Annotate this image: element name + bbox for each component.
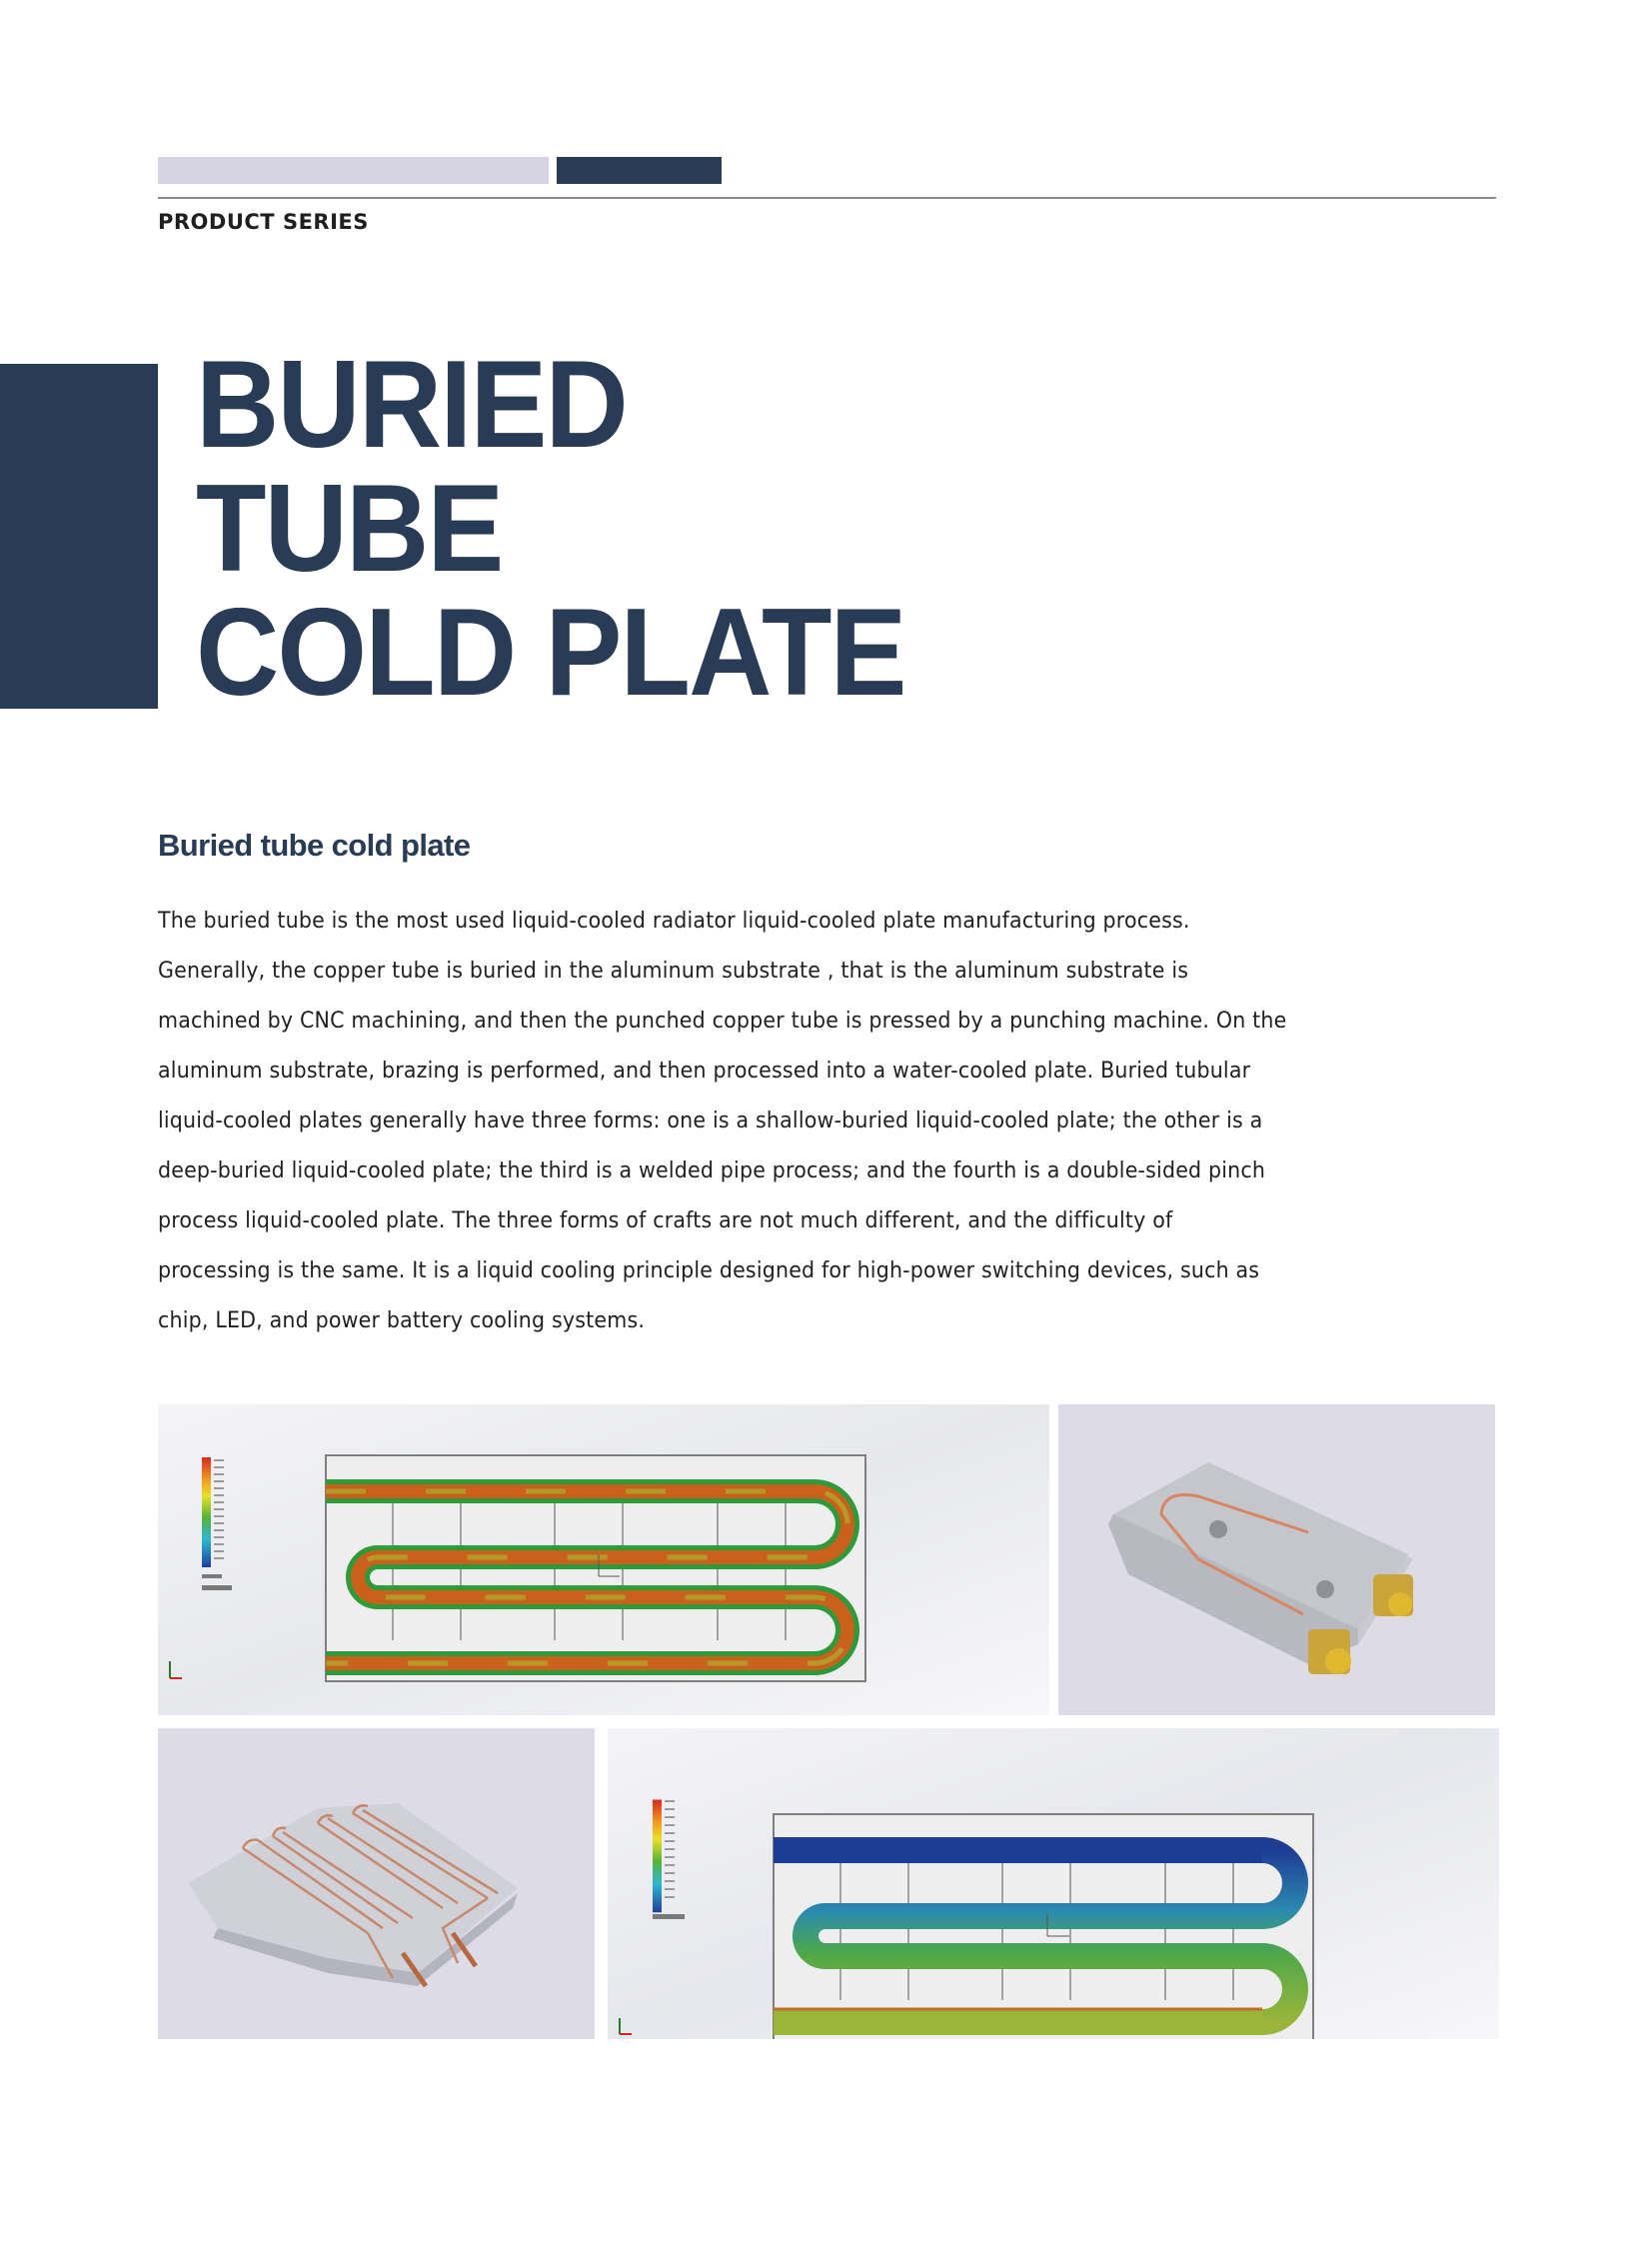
body-line: Generally, the copper tube is buried in the aluminum substrate , that is the aluminum substrate is bbox=[158, 959, 1189, 984]
body-line: chip, LED, and power battery cooling systems. bbox=[158, 1308, 646, 1333]
simulation-temperature-image bbox=[608, 1728, 1499, 2039]
page-title bbox=[196, 336, 905, 722]
body-line: machined by CNC machining, and then the punched copper tube is pressed by a punching machine. On the bbox=[158, 1009, 1287, 1034]
header-divider bbox=[158, 197, 1496, 199]
body-line: deep-buried liquid-cooled plate; the third is a welded pipe process; and the fourth is a double-sided pinch bbox=[158, 1158, 1266, 1183]
page-title-line-1: BURIED bbox=[196, 336, 627, 474]
header-accent-bar-dark bbox=[557, 157, 722, 184]
cold-plate-fittings-photo bbox=[1058, 1404, 1495, 1715]
body-line: liquid-cooled plates generally have three forms: one is a shallow-buried liquid-cooled plate; the other is a bbox=[158, 1109, 1263, 1133]
section-label: PRODUCT SERIES bbox=[158, 210, 369, 234]
body-line: The buried tube is the most used liquid-cooled radiator liquid-cooled plate manufacturing process. bbox=[158, 909, 1190, 934]
simulation-velocity-image bbox=[158, 1404, 1049, 1715]
body-paragraph bbox=[158, 897, 1429, 1346]
title-side-block bbox=[0, 364, 158, 709]
page-title-line-2: TUBE bbox=[196, 460, 503, 598]
body-line: process liquid-cooled plate. The three forms of crafts are not much different, and the difficulty of bbox=[158, 1208, 1173, 1233]
cold-plate-serpentine-photo bbox=[158, 1728, 595, 2039]
header-accent-bar-light bbox=[158, 157, 549, 184]
body-line: aluminum substrate, brazing is performed, and then processed into a water-cooled plate. Buried tubular bbox=[158, 1059, 1251, 1084]
page-title-line-3: COLD PLATE bbox=[196, 584, 905, 722]
body-line: processing is the same. It is a liquid cooling principle designed for high-power switching devices, such as bbox=[158, 1258, 1260, 1283]
section-heading: Buried tube cold plate bbox=[158, 828, 471, 863]
